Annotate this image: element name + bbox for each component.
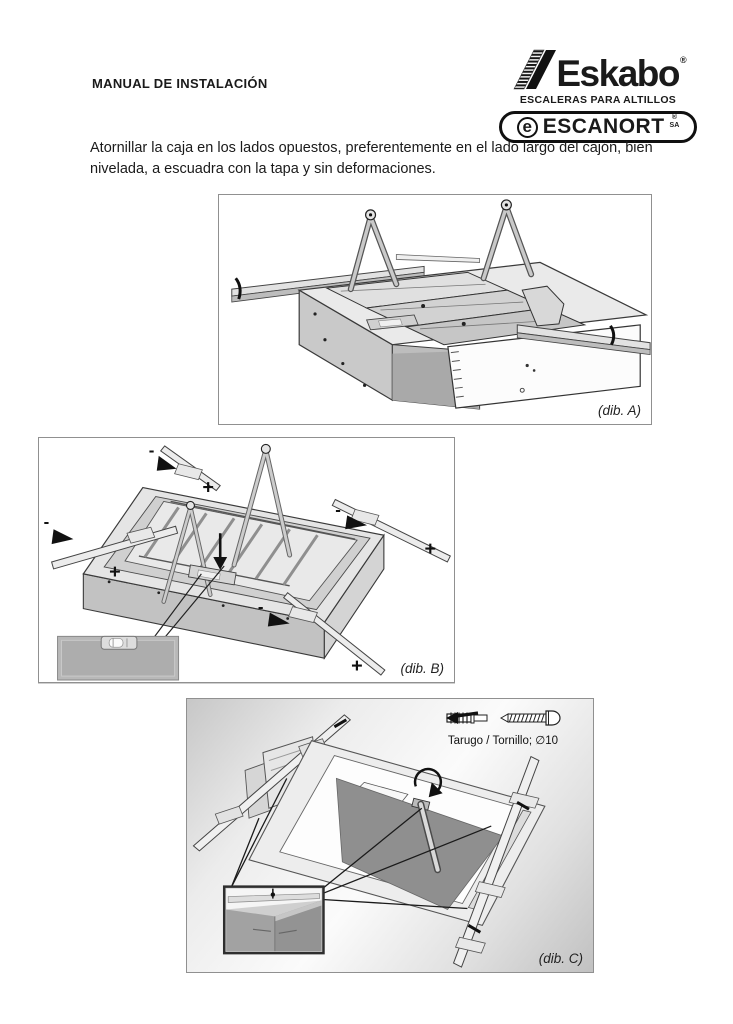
adjust-minus-symbol: - bbox=[43, 512, 50, 532]
adjust-minus-symbol: - bbox=[257, 597, 264, 617]
figure-a-illustration bbox=[219, 195, 651, 424]
figure-c-caption: (dib. C) bbox=[538, 951, 583, 966]
escanort-logo-text: ESCANORT bbox=[542, 115, 665, 138]
eskabo-tagline: ESCALERAS PARA ALTILLOS bbox=[519, 94, 677, 106]
escanort-registered-mark: ® bbox=[671, 113, 677, 121]
hardware-icons bbox=[418, 706, 588, 730]
screw-icon bbox=[499, 707, 563, 729]
intro-paragraph: Atornillar la caja en los lados opuestos, preferentemente en el lado largo del cajón, bien nivelada, a escuadra con la tapa y sin deformaciones. bbox=[90, 140, 653, 177]
wall-plug-icon bbox=[444, 707, 490, 729]
adjust-plus-symbol: + bbox=[202, 476, 214, 499]
escanort-monogram-icon: e bbox=[517, 117, 538, 138]
brand-block bbox=[499, 45, 697, 143]
escanort-marks bbox=[670, 114, 680, 130]
figure-c-frame bbox=[186, 698, 594, 973]
escanort-sa-suffix: SA bbox=[669, 122, 680, 129]
eskabo-logo bbox=[499, 45, 697, 94]
hardware-label-text: Tarugo / Tornillo; ∅10 bbox=[447, 735, 559, 747]
figure-a-frame bbox=[218, 194, 652, 425]
support-beam-back bbox=[396, 254, 479, 262]
hardware-label bbox=[418, 706, 588, 747]
eskabo-logo-text: Eskabo bbox=[556, 52, 679, 94]
eskabo-registered-mark: ® bbox=[679, 55, 687, 65]
figure-b-illustration bbox=[39, 438, 454, 682]
corner-detail-inset bbox=[224, 887, 323, 954]
adjust-minus-symbol: - bbox=[148, 440, 155, 460]
figure-b-caption: (dib. B) bbox=[400, 661, 444, 676]
page-title: MANUAL DE INSTALACIÓN bbox=[92, 76, 268, 91]
adjust-plus-symbol: + bbox=[351, 655, 363, 678]
figure-a-caption: (dib. A) bbox=[597, 403, 641, 418]
figure-b-frame bbox=[38, 437, 455, 683]
adjust-plus-symbol: + bbox=[424, 538, 437, 561]
adjust-minus-symbol: - bbox=[335, 500, 341, 520]
eskabo-ladder-icon bbox=[510, 47, 556, 91]
adjust-plus-symbol: + bbox=[109, 560, 121, 583]
